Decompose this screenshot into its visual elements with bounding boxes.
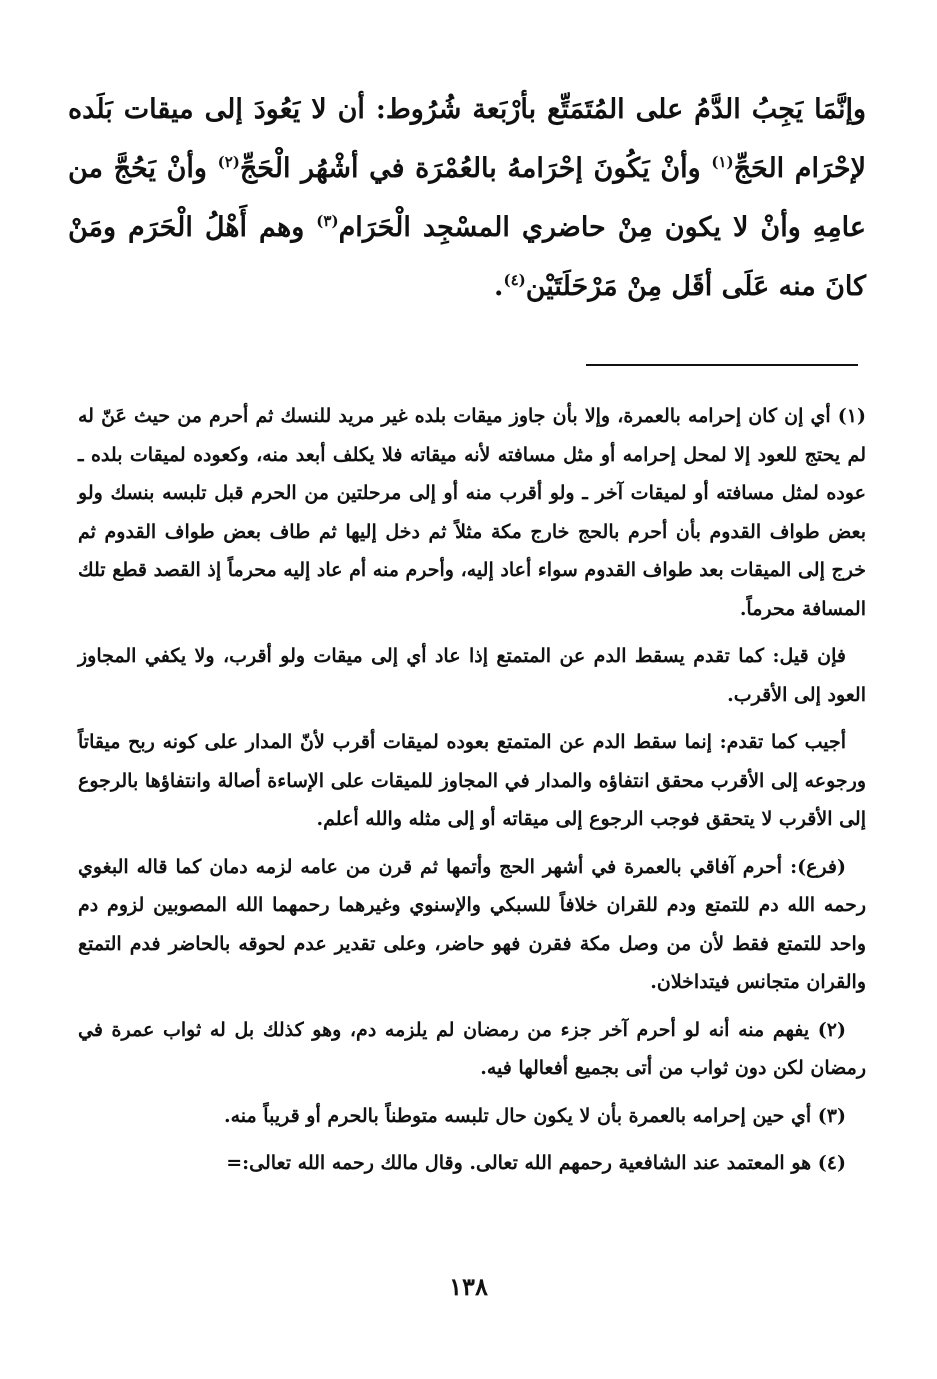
footnote-1-text: أي إن كان إحرامه بالعمرة، وإلا بأن جاوز ميقات بلده غير مريد للنسك ثم أحرم من حيث عَنّ له لم يحتج للعود إلا لمحل إحرامه أو مثل مسافته لأنه ميقاته فلا يكلف أبعد منه، وكعوده لميقات بلده ـ عوده لمثل مسافته أو لميقات آخر ـ ولو أقرب منه أو إلى مرحلتين من الحرم قبل تلبسه بنسك ولو بعض طواف القدوم بأن أحرم بالحج خارج مكة مثلاً ثم دخل إليها ثم طاف بعض طواف القدوم ثم خرج إلى الميقات بعد طواف القدوم سواء أعاد إليه، وأحرم منه أم عاد إليه محرماً إذ القصد قطع تلك المسافة محرماً. <box>78 405 866 620</box>
footnote-2-number: (٢) <box>817 1018 847 1041</box>
main-text-part2: وأنْ يَكُونَ إحْرَامهُ بالعُمْرَة في أشْهُر الْحَجِّ <box>239 153 712 184</box>
footnote-ref-4: (٤) <box>503 271 526 289</box>
footnote-3-number: (٣) <box>817 1104 846 1127</box>
footnote-2-text: يفهم منه أنه لو أحرم آخر جزء من رمضان لم يلزمه دم، وهو كذلك بل له ثواب عمرة في رمضان لكن دون ثواب من أتى بجميع أفعالها فيه. <box>78 1018 866 1079</box>
footnote-2 <box>78 1011 866 1088</box>
footnote-1-answer: أجيب كما تقدم: إنما سقط الدم عن المتمتع بعوده لميقات أقرب لأنّ المدار على كونه ربح ميقاتاً ورجوعه إلى الأقرب محقق انتفاؤه والمدار في المجاوز للميقات على الإساءة أصالة وانتفاؤها بالرجوع إلى الأقرب لا يتحقق فوجب الرجوع إلى ميقاته أو إلى مثله والله أعلم. <box>78 731 866 830</box>
footnote-ref-2: (٢) <box>217 153 240 171</box>
footnote-ref-1: (١) <box>711 153 734 171</box>
main-paragraph <box>68 80 866 316</box>
footnote-1-number: (١) <box>837 405 866 427</box>
footnote-4 <box>78 1144 866 1183</box>
footnote-separator <box>586 364 858 366</box>
footnote-4-text: هو المعتمد عند الشافعية رحمهم الله تعالى. وقال مالك رحمه الله تعالى: <box>242 1152 812 1174</box>
main-text-part5: . <box>494 271 504 302</box>
footnote-1-branch: (فرع): أحرم آفاقي بالعمرة في أشهر الحج وأتمها ثم قرن من عامه لزمه دمان كما قاله البغوي رحمه الله دم للتمتع ودم للقران خلافاً للسبكي والإسنوي وغيرهما رحمهما الله المصوبين لزوم دم واحد للتمتع فقط لأن من وصل مكة فقرن فهو حاضر، وعلى تقدير عدم لحوقه بالحاضر فدم التمتع والقران متجانس فيتداخلان. <box>78 855 866 993</box>
footnote-ref-3: (٣) <box>316 212 339 230</box>
continuation-mark: = <box>226 1152 243 1174</box>
page-number: ١٣٨ <box>449 1272 488 1301</box>
main-text-part3: وأنْ يَحُجَّ من عامِهِ وأنْ لا يكون مِنْ حاضري المسْجِد الْحَرَام <box>68 153 867 243</box>
main-text-block <box>68 80 866 316</box>
main-text-part1: وإنَّمَا يَجِبُ الدَّمُ على المُتَمَتِّع بأرْبَعة شُرُوط: أن لا يَعُودَ إلى ميقات بَلَده لإحْرَام الحَجِّ <box>68 94 866 184</box>
footnote-4-number: (٤) <box>817 1152 846 1174</box>
footnote-3-text: أي حين إحرامه بالعمرة بأن لا يكون حال تلبسه متوطناً بالحرم أو قريباً منه. <box>223 1104 812 1127</box>
footnote-3 <box>78 1097 866 1136</box>
footnote-1 <box>78 397 866 628</box>
footnote-1-question: فإن قيل: كما تقدم يسقط الدم عن المتمتع إذا عاد أي إلى ميقات ولو أقرب، ولا يكفي المجاوز العود إلى الأقرب. <box>78 645 866 706</box>
footnotes-section <box>78 397 866 1192</box>
main-text-part4: وهم أَهْلُ الْحَرَم ومَنْ كانَ منه عَلَى أقَل مِنْ مَرْحَلَتَيْن <box>68 212 866 302</box>
